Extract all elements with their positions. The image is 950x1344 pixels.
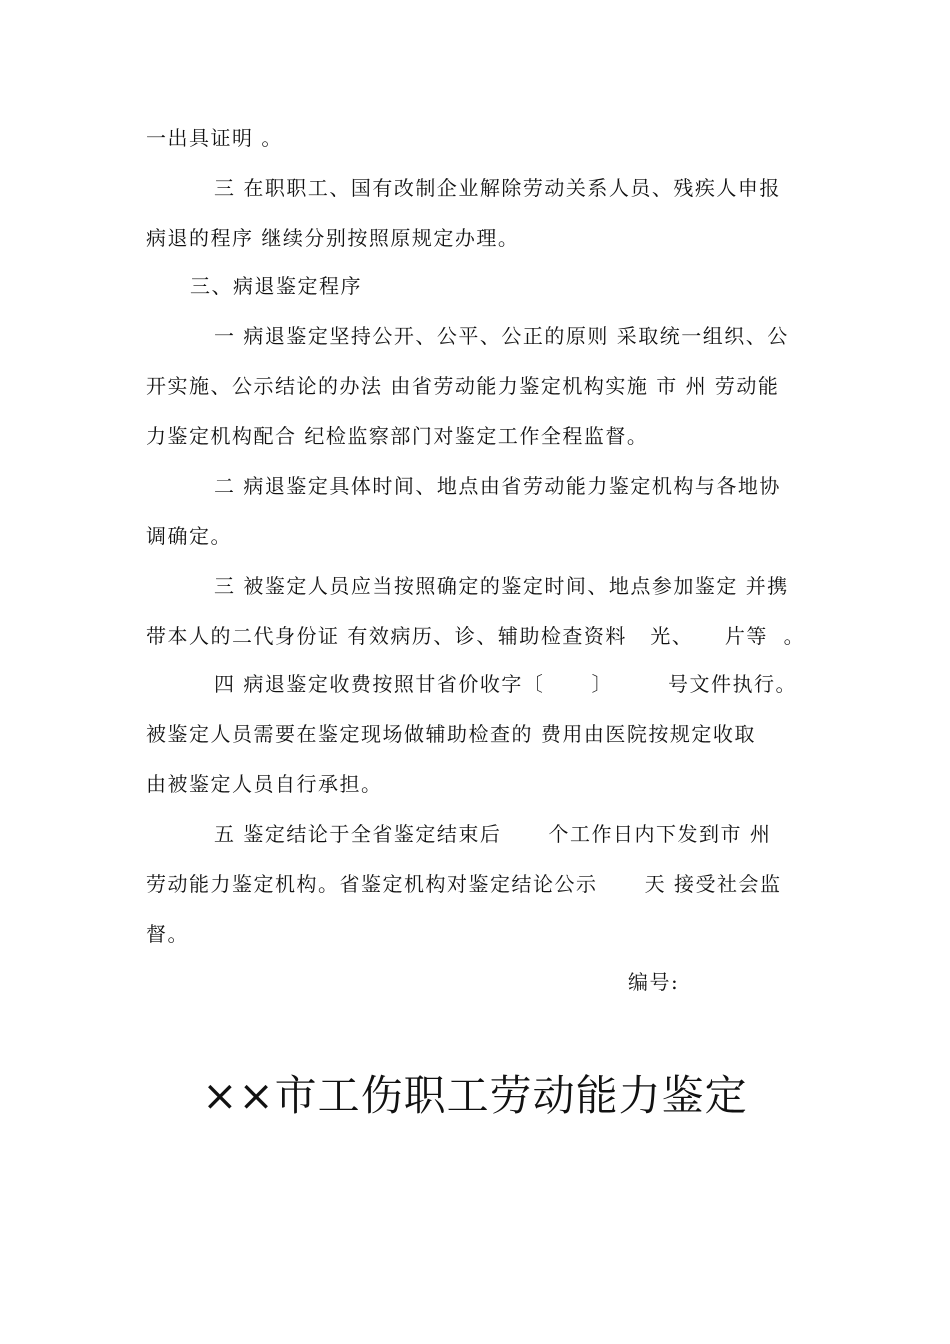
text-line-17: 督。 (146, 922, 189, 946)
text-line-14: 由被鉴定人员自行承担。 (146, 772, 383, 796)
section-heading: 三、病退鉴定程序 (190, 274, 362, 298)
text-line-5: 一 病退鉴定坚持公开、公平、公正的原则 采取统一组织、公 (214, 324, 789, 348)
text-line-10: 三 被鉴定人员应当按照确定的鉴定时间、地点参加鉴定 并携 (214, 574, 789, 598)
text-line-9: 调确定。 (146, 524, 232, 548)
text-line-3: 病退的程序 继续分别按照原规定办理。 (146, 226, 520, 250)
number-label: 编号: (628, 970, 680, 994)
text-line-6: 开实施、公示结论的办法 由省劳动能力鉴定机构实施 市 州 劳动能 (146, 374, 780, 398)
text-line-1: 一出具证明 。 (146, 126, 283, 150)
text-line-11: 带本人的二代身份证 有效病历、诊、辅助检查资料 光、 片等 。 (146, 624, 806, 648)
text-line-15: 五 鉴定结论于全省鉴定结束后 个工作日内下发到市 州 (214, 822, 772, 846)
text-line-13: 被鉴定人员需要在鉴定现场做辅助检查的 费用由医院按规定收取 (146, 722, 756, 746)
text-line-16: 劳动能力鉴定机构。省鉴定机构对鉴定结论公示 天 接受社会监 (146, 872, 782, 896)
document-title: ××市工伤职工劳动能力鉴定 (202, 1071, 748, 1120)
text-line-12: 四 病退鉴定收费按照甘省价收字〔 〕 号文件执行。 (214, 672, 798, 696)
text-line-7: 力鉴定机构配合 纪检监察部门对鉴定工作全程监督。 (146, 424, 649, 448)
text-line-8: 二 病退鉴定具体时间、地点由省劳动能力鉴定机构与各地协 (214, 474, 781, 498)
text-line-2: 三 在职职工、国有改制企业解除劳动关系人员、残疾人申报 (214, 176, 781, 200)
